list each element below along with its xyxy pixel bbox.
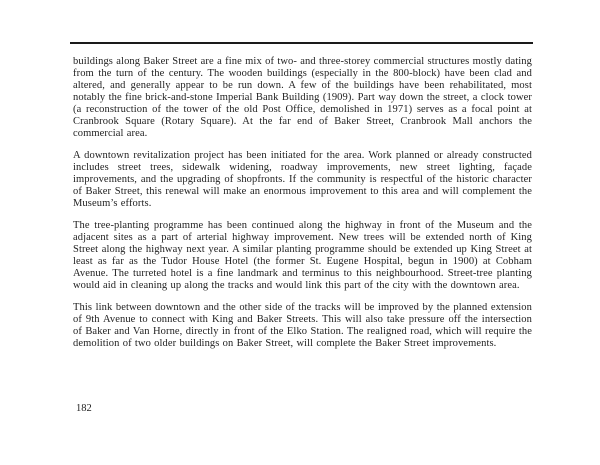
header-rule bbox=[70, 42, 533, 44]
page-number: 182 bbox=[76, 403, 92, 414]
paragraph-4: This link between downtown and the other side of the tracks will be improved by the planned extension of 9th Avenue to connect with King and Baker Streets. This will also take pressure off the intersection of Baker and Van Horne, directly in front of the Elko Station. The realigned road, which will require the demolition of two older buildings on Baker Street, will complete the Baker Street improvements. bbox=[73, 302, 532, 349]
body-text bbox=[73, 56, 532, 350]
paragraph-1: buildings along Baker Street are a fine mix of two- and three-storey commercial structures mostly dating from the turn of the century. The wooden buildings (especially in the 800-block) have been clad and altered, and generally appear to be run down. A few of the buildings have been rehabilitated, most notably the fine brick-and-stone Imperial Bank Building (1909). Part way down the street, a clock tower (a reconstruction of the tower of the old Post Office, demolished in 1971) serves as a focal point at Cranbrook Square (Rotary Square). At the far end of Baker Street, Cranbrook Mall anchors the commercial area. bbox=[73, 56, 532, 139]
paragraph-2: A downtown revitalization project has been initiated for the area. Work planned or already constructed includes street trees, sidewalk widening, roadway improvements, new street lighting, façade improvements, and the upgrading of shopfronts. If the community is respectful of the historic character of Baker Street, this renewal will make an enormous improvement to this area and will complement the Museum’s efforts. bbox=[73, 150, 532, 209]
paragraph-3: The tree-planting programme has been continued along the highway in front of the Museum and the adjacent sites as a part of arterial highway improvement. New trees will be extended north of King Street along the highway next year. A similar planting programme should be extended up King Street at least as far as the Tudor House Hotel (the former St. Eugene Hospital, begun in 1900) at Cobham Avenue. The turreted hotel is a fine landmark and terminus to this neighbourhood. Street-tree planting would aid in cleaning up along the tracks and would link this part of the city with the downtown area. bbox=[73, 220, 532, 291]
